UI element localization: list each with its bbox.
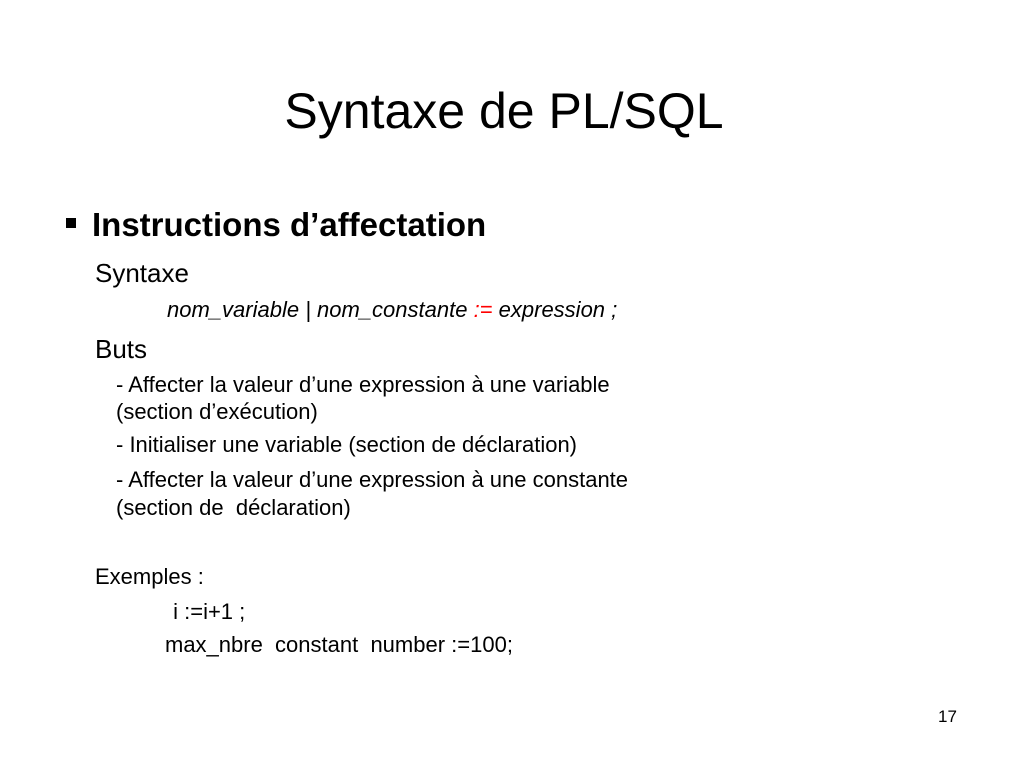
- bullet-heading: Instructions d’affectation: [92, 206, 487, 243]
- goal-item-1-continuation: (section d’exécution): [116, 399, 318, 424]
- syntax-right: expression ;: [492, 297, 618, 322]
- goals-heading: Buts: [95, 334, 148, 364]
- square-bullet-icon: [66, 218, 76, 228]
- bullet-item: [66, 208, 486, 241]
- example-line-2: max_nbre constant number :=100;: [165, 632, 513, 657]
- slide-title: Syntaxe de PL/SQL: [284, 83, 724, 139]
- example-line-1: i :=i+1 ;: [167, 599, 246, 624]
- goal-item-1: - Affecter la valeur d’une expression à une variable: [116, 372, 610, 397]
- syntax-line: [167, 299, 617, 321]
- goal-item-2: - Initialiser une variable (section de déclaration): [116, 432, 578, 457]
- syntax-left: nom_variable | nom_constante: [167, 297, 474, 322]
- assignment-operator: :=: [473, 297, 493, 322]
- syntax-heading: Syntaxe: [95, 258, 189, 288]
- goal-item-3: - Affecter la valeur d’une expression à une constante: [116, 467, 629, 492]
- goal-item-3-continuation: (section de déclaration): [116, 495, 351, 520]
- examples-heading: Exemples :: [95, 564, 204, 589]
- page-number: 17: [938, 707, 957, 726]
